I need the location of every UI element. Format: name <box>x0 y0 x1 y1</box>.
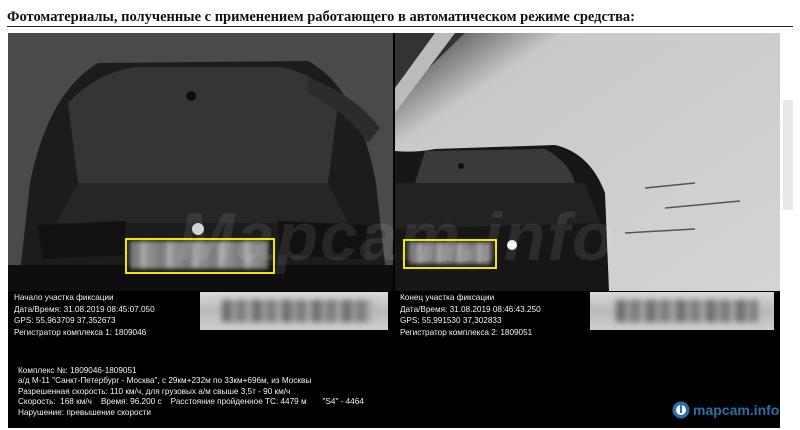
header-rule <box>7 26 793 27</box>
start-datetime: Дата/Время: 31.08.2019 08:45:07.050 <box>14 304 155 314</box>
start-gps: GPS: 55,963709 37,352673 <box>14 316 116 325</box>
end-gps: GPS: 55,991530 37,302833 <box>400 316 502 325</box>
mapcam-logo[interactable] <box>672 400 779 420</box>
plate-highlight-box <box>403 239 497 269</box>
end-registrar: Регистратор комплекса 2: 1809051 <box>400 327 533 337</box>
logo-text: mapcam.info <box>693 402 780 418</box>
end-title: Конец участка фиксации <box>400 293 495 302</box>
violation-type: Нарушение: превышение скорости <box>18 407 152 417</box>
start-registrar: Регистратор комплекса 1: 1809046 <box>14 327 147 337</box>
photo-start <box>8 33 393 291</box>
road-segment: а/д М-11 "Санкт-Петербург - Москва", с 29км+232м по 33км+696м, из Москвы <box>18 376 312 386</box>
document-header: Фотоматериалы, полученные с применением работающего в автоматическом режиме средства: <box>7 9 635 25</box>
photo-end <box>395 33 780 291</box>
start-info <box>14 292 155 338</box>
start-plate-crop <box>200 292 388 330</box>
end-plate-crop <box>590 292 774 330</box>
mapcam-logo-icon <box>672 401 690 419</box>
measurement-line: Скорость: 168 км/ч Время: 96.200 с Расстояние пройденное ТС: 4479 м "S4" - 4464 <box>18 397 364 407</box>
side-strip <box>783 100 793 210</box>
end-datetime: Дата/Время: 31.08.2019 08:46:43.250 <box>400 304 541 314</box>
start-title: Начало участка фиксации <box>14 293 114 302</box>
complex-number: Комплекс №: 1809046-1809051 <box>18 366 137 375</box>
plate-highlight-box <box>125 238 275 274</box>
violation-details <box>18 366 364 418</box>
allowed-speed: Разрешенная скорость: 110 км/ч, для грузовых а/м свыше 3,5т - 90 км/ч <box>18 386 291 396</box>
end-info <box>400 292 541 338</box>
evidence-frame <box>8 33 780 428</box>
